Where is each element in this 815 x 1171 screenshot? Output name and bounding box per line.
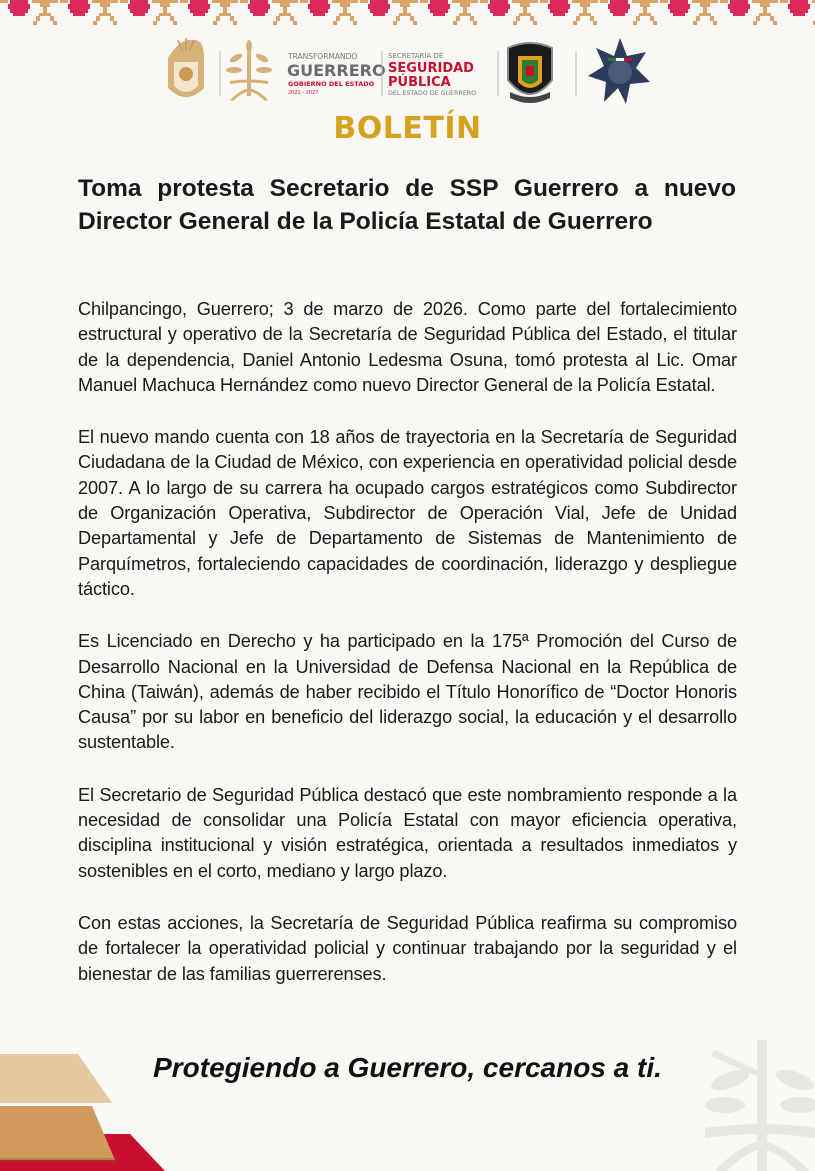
paragraph-4: El Secretario de Seguridad Pública destacó que este nombramiento responde a la necesidad de consolidar una Policía Estatal con mayor eficiencia operativa, disciplina institucional y visión estratégica, orientada a resultados inmediatos y sostenibles en el corto, mediano y largo plazo. [78, 784, 737, 881]
logo-transformando-sub: GOBIERNO DEL ESTADO [288, 80, 375, 88]
ssp-shield-icon [508, 43, 552, 103]
logo-ssp-line1: SEGURIDAD [388, 61, 474, 76]
logos-header [160, 36, 660, 106]
tree-logo-icon [226, 40, 272, 101]
paragraph-5: Con estas acciones, la Secretaría de Seguridad Pública reafirma su compromiso de fortalecer la operatividad policial y continuar trabajando por la seguridad y el bienestar de las familias guerrerenses. [78, 912, 737, 984]
decorative-embroidery-border [0, 0, 815, 28]
footer-slogan: Protegiendo a Guerrero, cercanos a ti. [153, 1052, 662, 1083]
article-headline: Toma protesta Secretario de SSP Guerrero a nuevo Director General de la Policía Estatal de Guerrero [78, 175, 736, 235]
paragraph-3: Es Licenciado en Derecho y ha participado en la 175ª Promoción del Curso de Desarrollo Nacional en la Universidad de Defensa Nacional en la República de China (Taiwán), además de haber recibido el Título Honorífico de “Doctor Honoris Causa” por su labor en beneficio del liderazgo social, la educación y el desarrollo sustentable. [78, 631, 737, 753]
logo-ssp-top: SECRETARÍA DE [388, 52, 444, 60]
paragraph-2: El nuevo mando cuenta con 18 años de trayectoria en la Secretaría de Seguridad Ciudadana de la Ciudad de México, con experiencia en operatividad policial desde 2007. A lo largo de su carrera ha ocupado cargos estratégicos como Subdirector de Organización Operativa, Subdirector de Operación Vial, Jefe de Unidad Departamental y Jefe de Departamento de Sistemas de Mantenimiento de Parquímetros, fortaleciendo capacidades de coordinación, liderazgo y despliegue táctico. [78, 427, 737, 599]
state-seal-icon [168, 38, 204, 97]
logo-transformando-top: TRANSFORMANDO [288, 52, 358, 61]
logo-ssp-bottom: DEL ESTADO DE GUERRERO [388, 90, 477, 97]
paragraph-1: Chilpancingo, Guerrero; 3 de marzo de 2026. Como parte del fortalecimiento estructural y operativo de la Secretaría de Seguridad Pública del Estado, el titular de la dependencia, Daniel Antonio Ledesma Osuna, tomó protesta al Lic. Omar Manuel Machuca Hernández como nuevo Director General de la Policía Estatal. [78, 299, 737, 395]
article-body [78, 297, 737, 1014]
police-star-icon [588, 38, 650, 104]
logo-transformando-years: 2021 - 2027 [288, 90, 319, 96]
bulletin-label: BOLETÍN [333, 111, 482, 146]
logo-ssp-line2: PÚBLICA [388, 75, 451, 90]
logo-transformando-main: GUERRERO [287, 61, 386, 80]
